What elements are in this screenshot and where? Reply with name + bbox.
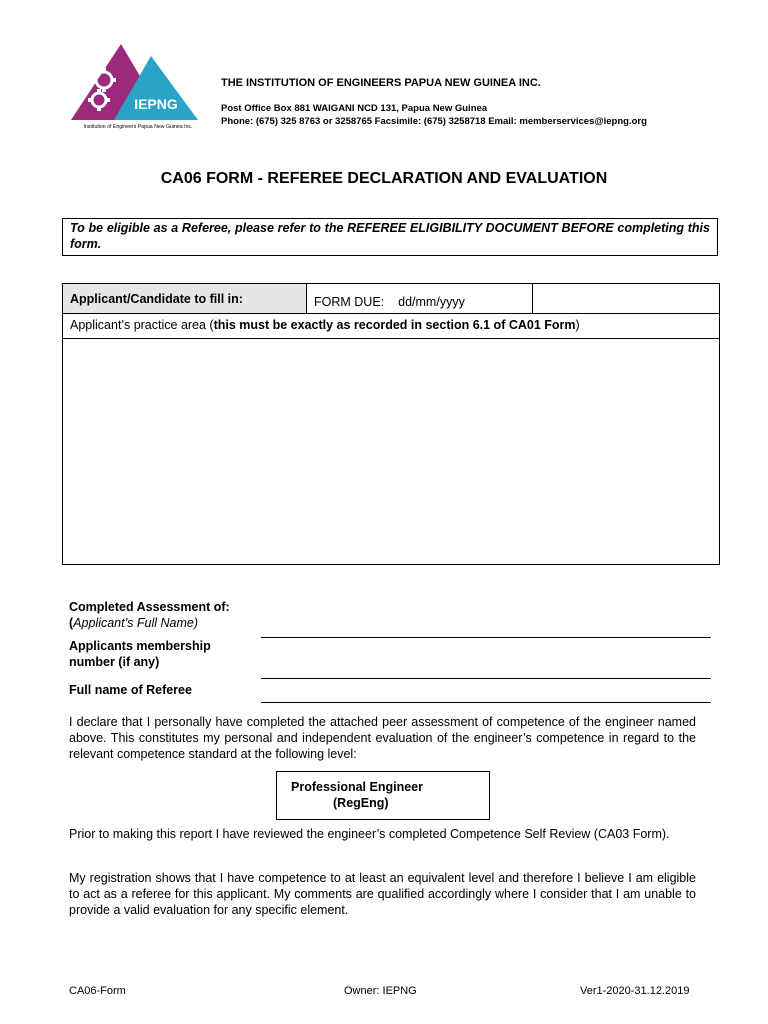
applicant-header-row bbox=[63, 284, 719, 314]
postal-address: Post Office Box 881 WAIGANI NCD 131, Papua New Guinea bbox=[221, 103, 488, 114]
iepng-logo bbox=[66, 42, 212, 132]
form-due-value[interactable]: dd/mm/yyyy bbox=[398, 295, 465, 309]
assessment-of-label: Completed Assessment of: (Applicant’s Full Name) bbox=[69, 600, 230, 630]
footer-version: Ver1-2020-31.12.2019 bbox=[580, 985, 690, 997]
organization-name: THE INSTITUTION OF ENGINEERS PAPUA NEW GUINEA INC. bbox=[221, 77, 541, 89]
referee-name-field[interactable] bbox=[261, 702, 711, 703]
review-statement: Prior to making this report I have reviewed the engineer’s completed Competence Self Review (CA03 Form). bbox=[69, 827, 670, 841]
membership-number-label: Applicants membership number (if any) bbox=[69, 639, 211, 669]
full-name-hint: Applicant’s Full Name) bbox=[73, 616, 198, 630]
membership-number-field[interactable] bbox=[261, 678, 711, 679]
competence-level-box bbox=[276, 771, 490, 820]
registration-statement: My registration shows that I have competence to at least an equivalent level and therefore I believe I am eligible to act as a referee for this applicant. My comments are qualified accordingly where I consider that I am unable to provide a valid evaluation for any specific element. bbox=[69, 871, 696, 917]
declaration-text: I declare that I personally have completed the attached peer assessment of competence of the engineer named above. This constitutes my personal and independent evaluation of the engineer’s competence in regard to the relevant competence standard at the following level: bbox=[69, 715, 696, 761]
page-title: CA06 FORM - REFEREE DECLARATION AND EVALUATION bbox=[160, 170, 608, 187]
applicant-fill-label: Applicant/Candidate to fill in: bbox=[63, 284, 307, 313]
eligibility-notice: To be eligible as a Referee, please refer to the REFEREE ELIGIBILITY DOCUMENT BEFORE completing this form. bbox=[62, 218, 718, 256]
logo-wordmark: IEPNG bbox=[134, 96, 178, 112]
footer-form-id: CA06-Form bbox=[69, 985, 126, 997]
footer-owner: Owner: IEPNG bbox=[344, 985, 417, 997]
level-title: Professional Engineer bbox=[291, 780, 423, 794]
form-due-label: FORM DUE: bbox=[314, 295, 385, 309]
applicant-name-field[interactable] bbox=[261, 637, 711, 638]
applicant-section bbox=[62, 283, 720, 565]
form-due-entry[interactable] bbox=[533, 284, 719, 313]
practice-area-label: Applicant’s practice area (this must be exactly as recorded in section 6.1 of CA01 Form) bbox=[63, 314, 719, 339]
logo-caption: Institution of Engineers Papua New Guinea Inc. bbox=[83, 124, 193, 130]
practice-area-input[interactable] bbox=[63, 339, 719, 564]
form-due-cell bbox=[307, 284, 533, 313]
practice-area-note: this must be exactly as recorded in section 6.1 of CA01 Form bbox=[213, 318, 576, 332]
contact-details: Phone: (675) 325 8763 or 3258765 Facsimile: (675) 3258718 Email: memberservices@iepng.org bbox=[221, 116, 647, 127]
level-code: (RegEng) bbox=[333, 796, 389, 810]
organization-contact bbox=[221, 102, 647, 128]
referee-name-label: Full name of Referee bbox=[69, 683, 192, 697]
